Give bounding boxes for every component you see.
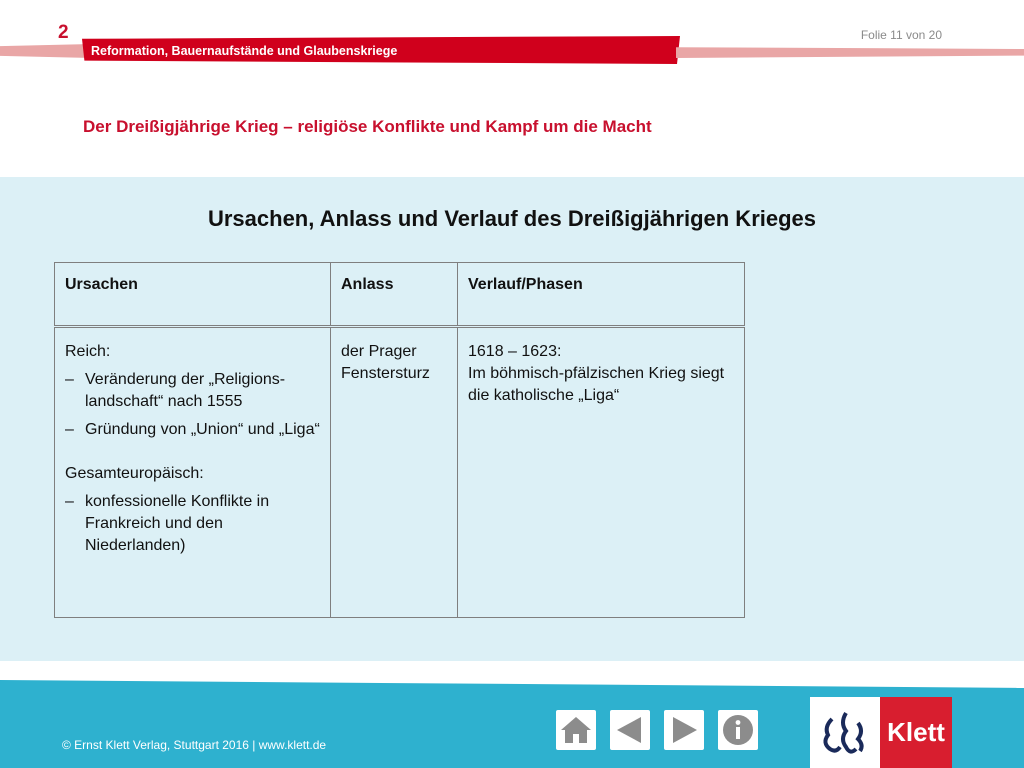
chapter-title: Reformation, Bauernaufstände und Glaubenskriege [91, 44, 398, 58]
table-header-row [54, 262, 745, 326]
list-item [65, 491, 327, 557]
previous-icon [610, 710, 650, 750]
cell-verlauf [468, 341, 743, 407]
decorative-stripe-right [676, 46, 1024, 58]
list-item [65, 369, 327, 413]
info-icon [718, 710, 758, 750]
column-divider [457, 263, 458, 325]
klett-wordmark: Klett [880, 697, 952, 768]
column-divider [330, 263, 331, 325]
home-button[interactable] [556, 710, 596, 750]
list-item-text: Gründung von „Union“ und „Liga“ [85, 421, 320, 438]
previous-slide-button[interactable] [610, 710, 650, 750]
column-divider [330, 328, 331, 617]
europa-label: Gesamteuropäisch: [65, 465, 204, 482]
klett-clover-icon [810, 697, 880, 768]
header-verlauf: Verlauf/Phasen [468, 276, 583, 293]
slide-subtitle: Der Dreißigjährige Krieg – religiöse Konflikte und Kampf um die Macht [83, 117, 652, 136]
verlauf-text: Im böhmisch-pfälzischen Krieg siegt die katholische „Liga“ [468, 365, 725, 404]
list-item-text: konfessionelle Konflikte in Frankreich und den Niederlanden) [85, 493, 270, 554]
cell-anlass: der Prager Fenstersturz [341, 343, 430, 382]
decorative-stripe-left [0, 44, 92, 58]
slide-counter: Folie 11 von 20 [860, 28, 942, 42]
bullet-dash: – [65, 421, 74, 438]
bullet-dash: – [65, 371, 74, 388]
verlauf-period: 1618 – 1623: [468, 343, 562, 360]
next-slide-button[interactable] [664, 710, 704, 750]
home-icon [556, 710, 596, 750]
column-divider [457, 328, 458, 617]
list-item-text: Veränderung der „Religions-landschaft“ nach 1555 [85, 371, 286, 410]
header-ursachen: Ursachen [65, 276, 138, 293]
chapter-number: 2 [58, 22, 69, 43]
info-button[interactable] [718, 710, 758, 750]
cell-ursachen [65, 341, 327, 557]
table-body-row [54, 327, 745, 618]
main-heading: Ursachen, Anlass und Verlauf des Dreißigjährigen Krieges [207, 206, 817, 231]
list-item [65, 419, 327, 441]
next-icon [664, 710, 704, 750]
copyright: © Ernst Klett Verlag, Stuttgart 2016 | www.klett.de [62, 738, 327, 752]
klett-logo [810, 697, 952, 768]
bullet-dash: – [65, 493, 74, 510]
reich-label: Reich: [65, 343, 111, 360]
header-anlass: Anlass [341, 276, 394, 293]
